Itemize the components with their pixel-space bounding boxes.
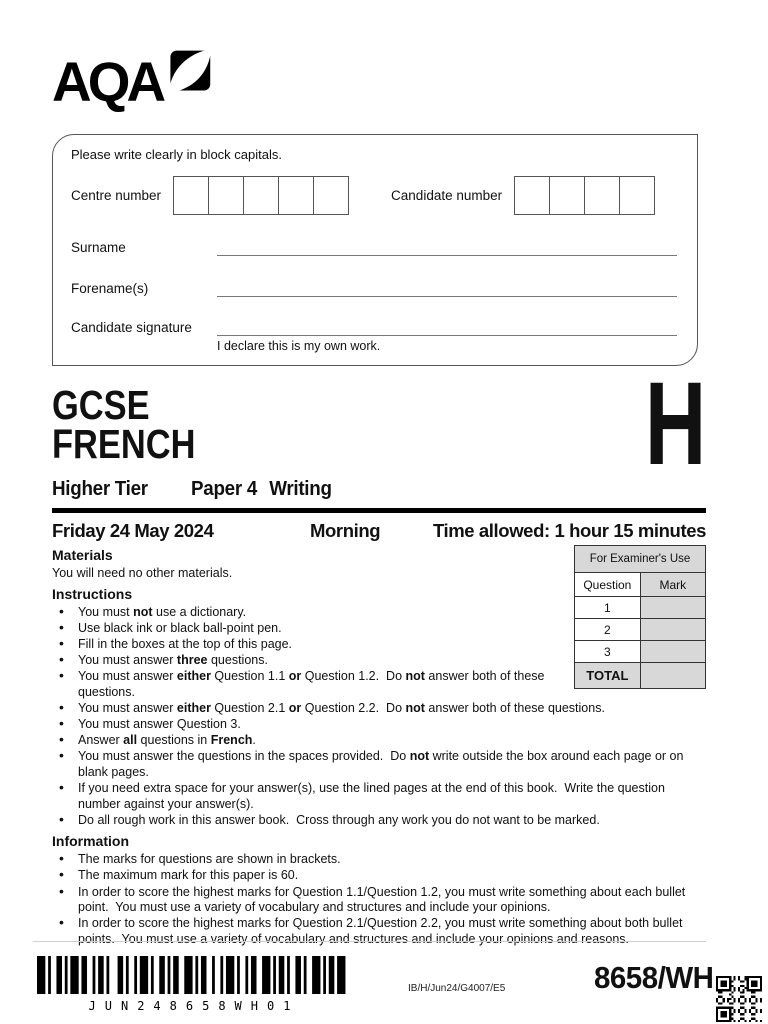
signature-input-line[interactable] [217,318,677,336]
materials-text: You will need no other materials. [52,566,233,580]
centre-number-label: Centre number [71,188,162,203]
subject-title: FRENCH [52,421,196,467]
footer [0,952,768,1024]
paper-reference: IB/H/Jun24/G4007/E5 [408,983,506,994]
mark-column-header: Mark [640,573,705,597]
forename-label: Forename(s) [71,281,149,296]
candidate-details-box [52,134,698,366]
bullet-item: • Use black ink or black ball-point pen. [52,621,706,637]
qr-code [716,976,762,1022]
time-allowed: Time allowed: 1 hour 15 minutes [432,520,706,541]
bullet-item: • You must answer three questions. [52,653,706,669]
exam-session: Morning [310,520,381,541]
exam-date: Friday 24 May 2024 [52,520,214,541]
bullet-item: • The marks for questions are shown in brackets. [52,852,706,868]
instructions-list [52,605,706,828]
higher-tier-badge: H [644,358,706,490]
footer-divider [33,941,706,942]
centre-number-cells [173,176,349,215]
instructions-heading: Instructions [52,586,133,602]
bullet-item: • Answer all questions in French. [52,733,706,749]
component-label: Writing [269,478,332,500]
information-list [52,852,706,947]
bullet-item: • If you need extra space for your answer(s), use the lined pages at the end of this book. Write the question number against your answer(s). [52,781,706,812]
barcode-text: JUN248658WH01 [88,999,300,1013]
centre-number-cell[interactable] [313,176,349,215]
block-capitals-instruction: Please write clearly in block capitals. [71,147,282,162]
candidate-number-cell[interactable] [549,176,585,215]
title-block [52,358,706,513]
bullet-item: • You must answer Question 3. [52,717,706,733]
surname-row [71,238,677,256]
paper-label: Paper 4 [191,478,258,500]
centre-number-cell[interactable] [173,176,209,215]
forename-row [71,279,677,297]
total-label: TOTAL [575,663,641,689]
declaration-note: I declare this is my own work. [217,339,381,353]
candidate-number-cell[interactable] [619,176,655,215]
surname-label: Surname [71,240,126,255]
question-column-header: Question [575,573,641,597]
examiner-box-title: For Examiner's Use [575,546,706,573]
qualification-title: GCSE [52,382,150,428]
session-row [52,520,706,542]
forename-input-line[interactable] [217,279,677,297]
information-heading: Information [52,833,129,850]
aqa-logo-text: AQA [52,50,163,113]
barcode-image [37,956,351,994]
title-rule [52,508,706,513]
paper-code: 8658/WH [594,960,714,995]
bullet-item: • In order to score the highest marks for Question 1.1/Question 1.2, you must write something about each bullet point. You must use a variety of vocabulary and structures and include your opinions. [52,885,706,916]
bullet-item: • The maximum mark for this paper is 60. [52,868,706,884]
question-number-cell: 3 [575,641,641,663]
question-number-cell: 1 [575,597,641,619]
bullet-item: • You must answer either Question 2.1 or Question 2.2. Do not answer both of these questions. [52,701,706,717]
bullet-item: • Fill in the boxes at the top of this page. [52,637,706,653]
candidate-signature-label: Candidate signature [71,320,192,335]
centre-number-cell[interactable] [243,176,279,215]
question-number-cell: 2 [575,619,641,641]
aqa-leaf-icon [166,48,212,94]
surname-input-line[interactable] [217,238,677,256]
bullet-item: • You must answer the questions in the spaces provided. Do not write outside the box around each page or on blank pages. [52,749,706,780]
tier-paper-row [52,478,667,501]
candidate-number-cell[interactable] [584,176,620,215]
centre-number-cell[interactable] [208,176,244,215]
signature-row [71,318,677,336]
bullet-item: • In order to score the highest marks for Question 2.1/Question 2.2, you must write something about both bullet points. You must use a variety of vocabulary and structures and include your opinions and reasons. [52,916,706,947]
aqa-logo [52,50,706,122]
candidate-number-cell[interactable] [514,176,550,215]
number-boxes-row [71,176,677,215]
centre-number-cell[interactable] [278,176,314,215]
barcode [35,956,353,1013]
tier-label: Higher Tier [52,478,148,500]
candidate-number-cells [514,176,655,215]
materials-heading: Materials [52,547,113,563]
bullet-item: • You must not use a dictionary. [52,605,706,621]
candidate-number-label: Candidate number [391,188,503,203]
bullet-item: • You must answer either Question 1.1 or Question 1.2. Do not answer both of these questions. [52,669,706,700]
bullet-item: • Do all rough work in this answer book. Cross through any work you do not want to be marked. [52,813,706,829]
